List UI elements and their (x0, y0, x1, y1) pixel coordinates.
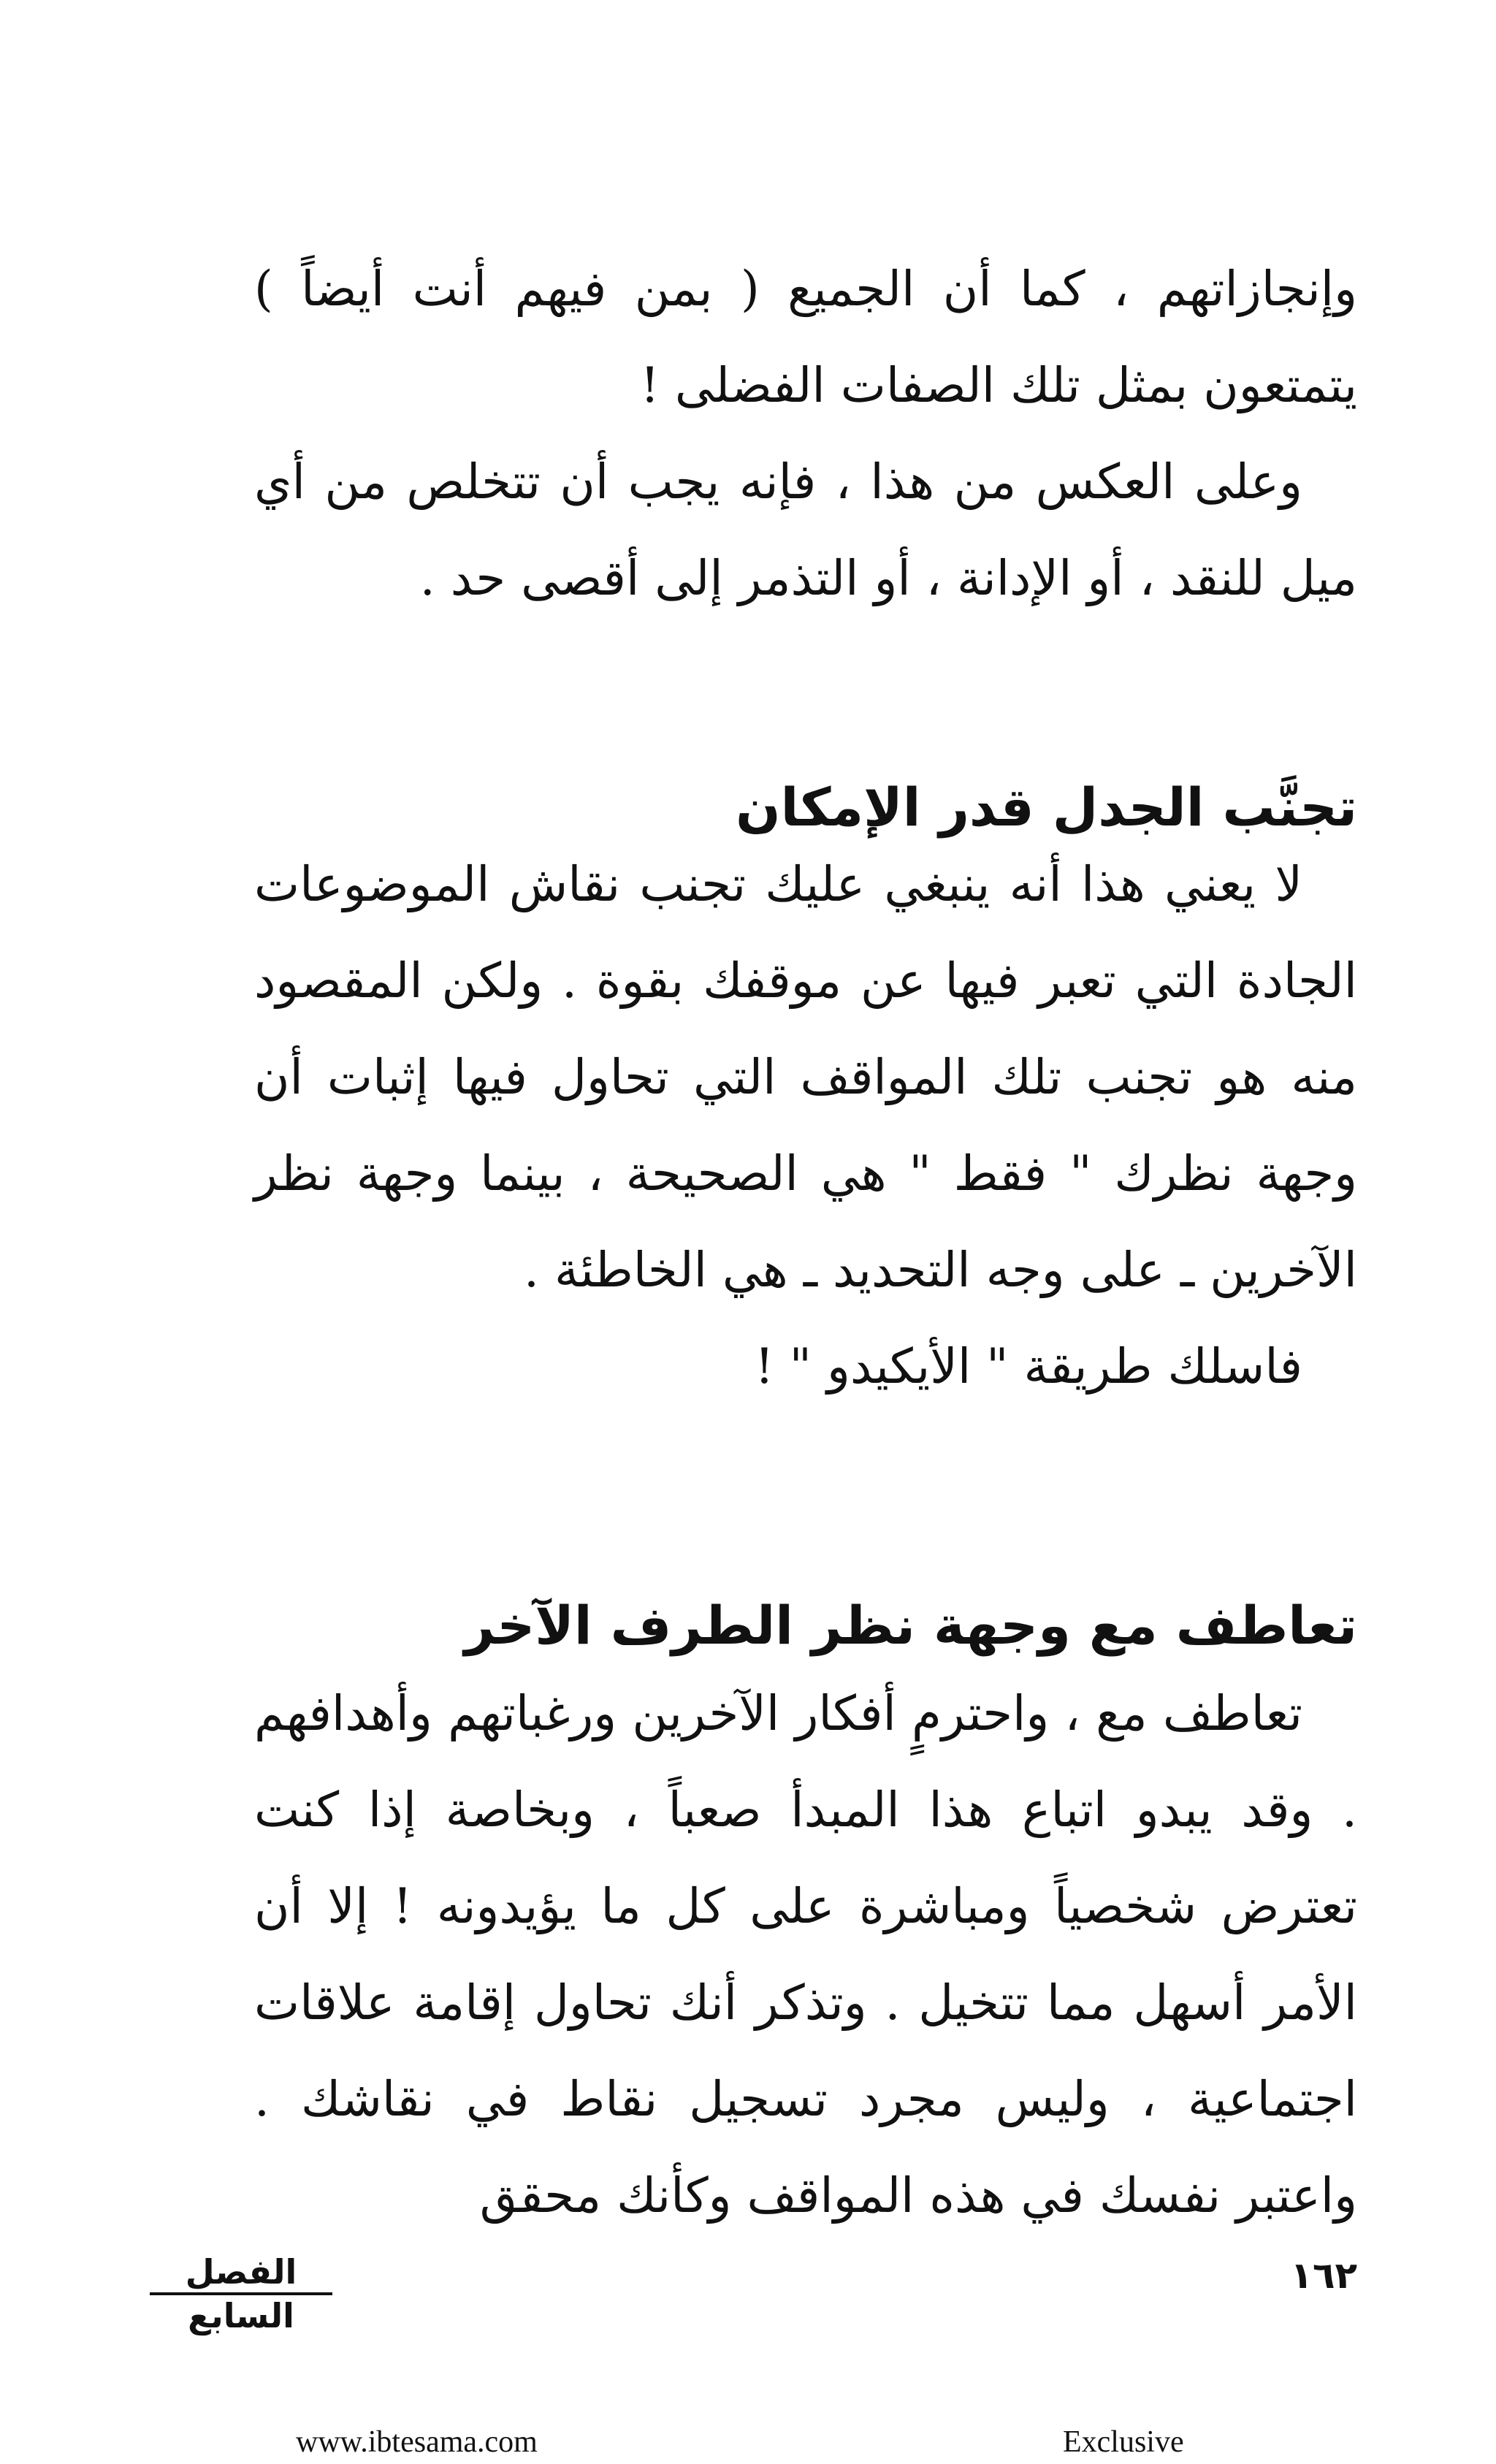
footer-divider (150, 2292, 332, 2295)
site-url: www.ibtesama.com (296, 2425, 538, 2459)
text-section-2 (254, 836, 1357, 1415)
paragraph: تعاطف مع ، واحترمٍ أفكار الآخرين ورغباتهم وأهدافهم . وقد يبدو اتباع هذا المبدأ صعباً ، وبخاصة إذا كنت تعترض شخصياً ومباشرة على كل ما يؤيدونه ! إلا أن الأمر أسهل مما تتخيل . وتذكر أنك تحاول إقامة علاقات اجتماعية ، وليس مجرد تسجيل نقاط في نقاشك . واعتبر نفسك في هذه المواقف وكأنك محقق (254, 1685, 1357, 2224)
text-section-3 (254, 1666, 1357, 2244)
chapter-title: الفصل السابع (185, 2252, 297, 2335)
section-heading: تجنَّب الجدل قدر الإمكان (736, 777, 1357, 838)
paragraph: فاسلك طريقة " الأيكيدو " ! (755, 1338, 1302, 1395)
text-section-1 (254, 241, 1357, 627)
site-label: Exclusive (1063, 2425, 1184, 2459)
section-heading: تعاطف مع وجهة نظر الطرف الآخر (464, 1595, 1357, 1656)
paragraph: وعلى العكس من هذا ، فإنه يجب أن تتخلص من أي ميل للنقد ، أو الإدانة ، أو التذمر إلى أقصى حد . (254, 454, 1357, 606)
paragraph: وإنجازاتهم ، كما أن الجميع ( بمن فيهم أنت أيضاً ) يتمتعون بمثل تلك الصفات الفضلى ! (254, 261, 1357, 413)
page-number: ١٦٢ (1290, 2254, 1357, 2297)
paragraph: لا يعني هذا أنه ينبغي عليك تجنب نقاش الموضوعات الجادة التي تعبر فيها عن موقفك بقوة . ولكن المقصود منه هو تجنب تلك المواقف التي تحاول فيها إثبات أن وجهة نظرك " فقط " هي الصحيحة ، بينما وجهة نظر الآخرين ـ على وجه التحديد ـ هي الخاطئة . (254, 856, 1357, 1298)
